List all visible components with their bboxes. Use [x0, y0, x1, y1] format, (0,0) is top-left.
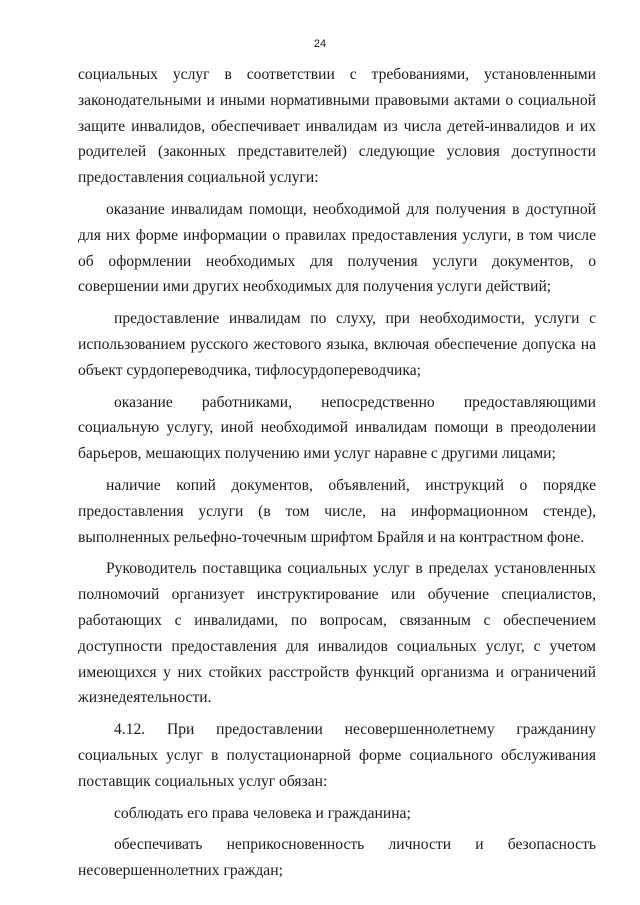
paragraph-intro: социальных услуг в соответствии с требованиями, установленными законодательными и иными нормативными правовыми актами о социальной защите инвалидов, обеспечивает инвалидам из числа детей-инвалидов и их родителей (законных представителей) следующие условия доступности предоставления социальной услуги:	[78, 66, 596, 187]
page-number: 24	[313, 38, 327, 50]
paragraph-manager-training: Руководитель поставщика социальных услуг в пределах установленных полномочий организует инструктирование или обучение специалистов, работающих с инвалидами, по вопросам, связанным с обеспечением доступности предоставления для инвалидов социальных услуг, с учетом имеющихся у них стойких расстройств функций организма и ограничений жизнедеятельности.	[78, 560, 596, 707]
paragraph-inviolability: обеспечивать неприкосновенность личности и безопасность несовершеннолетних граждан;	[78, 836, 596, 880]
paragraph-info-help: оказание инвалидам помощи, необходимой для получения в доступной для них форме информации о правилах предоставления услуги, в том числе об оформлении необходимых для получения услуги документов, о совершении ими других необходимых для получения услуги действий;	[78, 200, 596, 296]
paragraph-section-4-12: 4.12. При предоставлении несовершеннолетнему гражданину социальных услуг в полустационарной форме социального обслуживания поставщик социальных услуг обязан:	[78, 721, 596, 790]
paragraph-staff-help: оказание работниками, непосредственно предоставляющими социальную услугу, иной необходимой инвалидам помощи в преодолении барьеров, мешающих получению ими услуг наравне с другими лицами;	[78, 393, 596, 463]
document-body	[78, 62, 596, 889]
paragraph-braille: наличие копий документов, объявлений, инструкций о порядке предоставления услуги (в том числе, на информационном стенде), выполненных рельефно-точечным шрифтом Брайля и на контрастном фоне.	[78, 476, 596, 546]
paragraph-sign-language: предоставление инвалидам по слуху, при необходимости, услуги с использованием русского жестового языка, включая обеспечение допуска на объект сурдопереводчика, тифлосурдопереводчика;	[78, 310, 596, 379]
paragraph-rights: соблюдать его права человека и гражданина;	[114, 804, 411, 822]
